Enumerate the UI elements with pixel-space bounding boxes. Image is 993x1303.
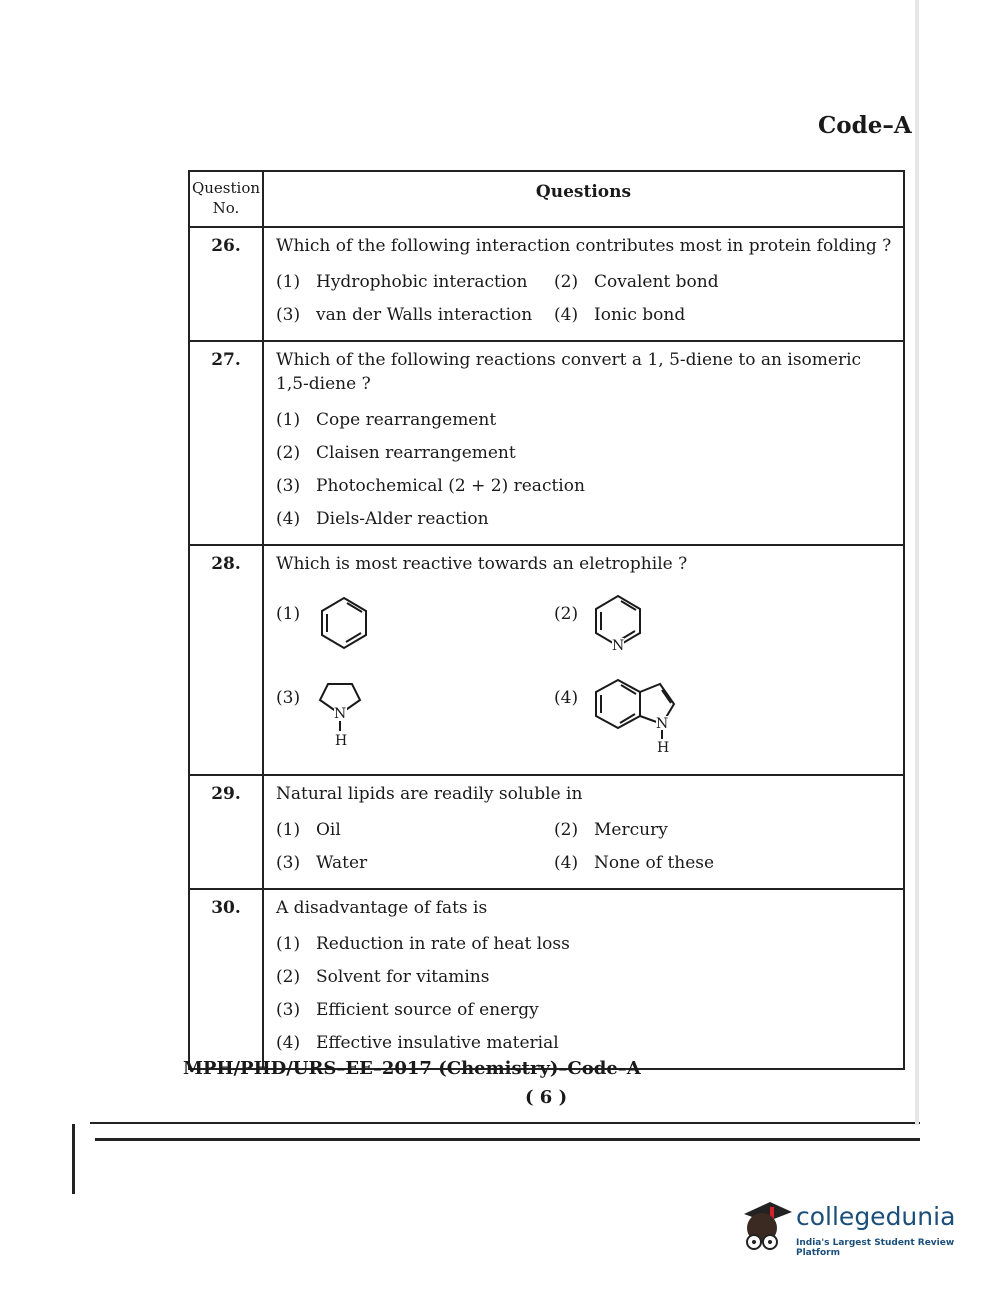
question-row-28 (189, 545, 904, 775)
scan-edge-line (72, 1124, 75, 1194)
collegedunia-logo (740, 1198, 965, 1260)
option: (4) Effective insulative material (276, 1033, 559, 1053)
question-number: 27. (189, 341, 263, 545)
question-stem: Which is most reactive towards an eletrophile ? (276, 554, 688, 574)
pyrrolidine-structure (316, 678, 376, 748)
svg-text:H: H (335, 733, 348, 748)
question-number: 30. (189, 889, 263, 1069)
option: (2) Mercury (554, 820, 668, 840)
question-row-30 (189, 889, 904, 1069)
question-no-header: Question No. (189, 171, 263, 227)
option: (3) Water (276, 853, 368, 873)
svg-text:N: N (334, 706, 347, 722)
questions-header: Questions (263, 171, 904, 227)
benzene-structure (316, 594, 376, 654)
logo-tagline: India's Largest Student Review Platform (796, 1238, 955, 1258)
question-number: 28. (189, 545, 263, 775)
question-stem: Natural lipids are readily soluble in (276, 784, 583, 804)
option: (1) Reduction in rate of heat loss (276, 934, 570, 954)
code-label: Code–A (818, 112, 912, 139)
option: (1) Cope rearrangement (276, 410, 497, 430)
scan-page-edge (915, 0, 919, 1125)
question-number: 26. (189, 227, 263, 341)
option: (1) Oil (276, 820, 341, 840)
option: (2) Claisen rearrangement (276, 443, 516, 463)
logo-name: collegedunia (796, 1202, 956, 1231)
questions-table (188, 170, 905, 1070)
option-4: (4) N H (554, 678, 832, 754)
option: (3) Efficient source of energy (276, 1000, 539, 1020)
scan-edge-line (95, 1138, 920, 1141)
question-row-29 (189, 775, 904, 889)
question-row-27 (189, 341, 904, 545)
option-2: (2) N (554, 594, 832, 656)
option: (4) Ionic bond (554, 305, 686, 325)
mascot-icon (740, 1198, 792, 1254)
svg-text:H: H (657, 740, 670, 754)
svg-text:N: N (656, 716, 669, 732)
option: (3) van der Walls interaction (276, 305, 533, 325)
option: (1) Hydrophobic interaction (276, 272, 528, 292)
scan-edge-line (90, 1122, 920, 1124)
question-row-26 (189, 227, 904, 341)
option-1: (1) (276, 594, 554, 654)
table-header-row (189, 171, 904, 227)
option: (3) Photochemical (2 + 2) reaction (276, 476, 585, 496)
indole-structure (594, 678, 694, 754)
exam-footer: MPH/PHD/URS–EE–2017 (Chemistry)–Code–A (183, 1058, 641, 1079)
page-number: ( 6 ) (525, 1087, 568, 1108)
option: (2) Covalent bond (554, 272, 719, 292)
option: (4) None of these (554, 853, 715, 873)
svg-text:N: N (612, 638, 625, 654)
question-stem: A disadvantage of fats is (276, 898, 488, 918)
option: (4) Diels-Alder reaction (276, 509, 489, 529)
question-number: 29. (189, 775, 263, 889)
question-stem: Which of the following reactions convert a 1, 5-diene to an isomeric 1,5-diene ? (276, 350, 862, 394)
pyridine-structure (594, 594, 654, 656)
option-3: (3) N H (276, 678, 554, 748)
question-stem: Which of the following interaction contributes most in protein folding ? (276, 236, 892, 256)
option: (2) Solvent for vitamins (276, 967, 490, 987)
